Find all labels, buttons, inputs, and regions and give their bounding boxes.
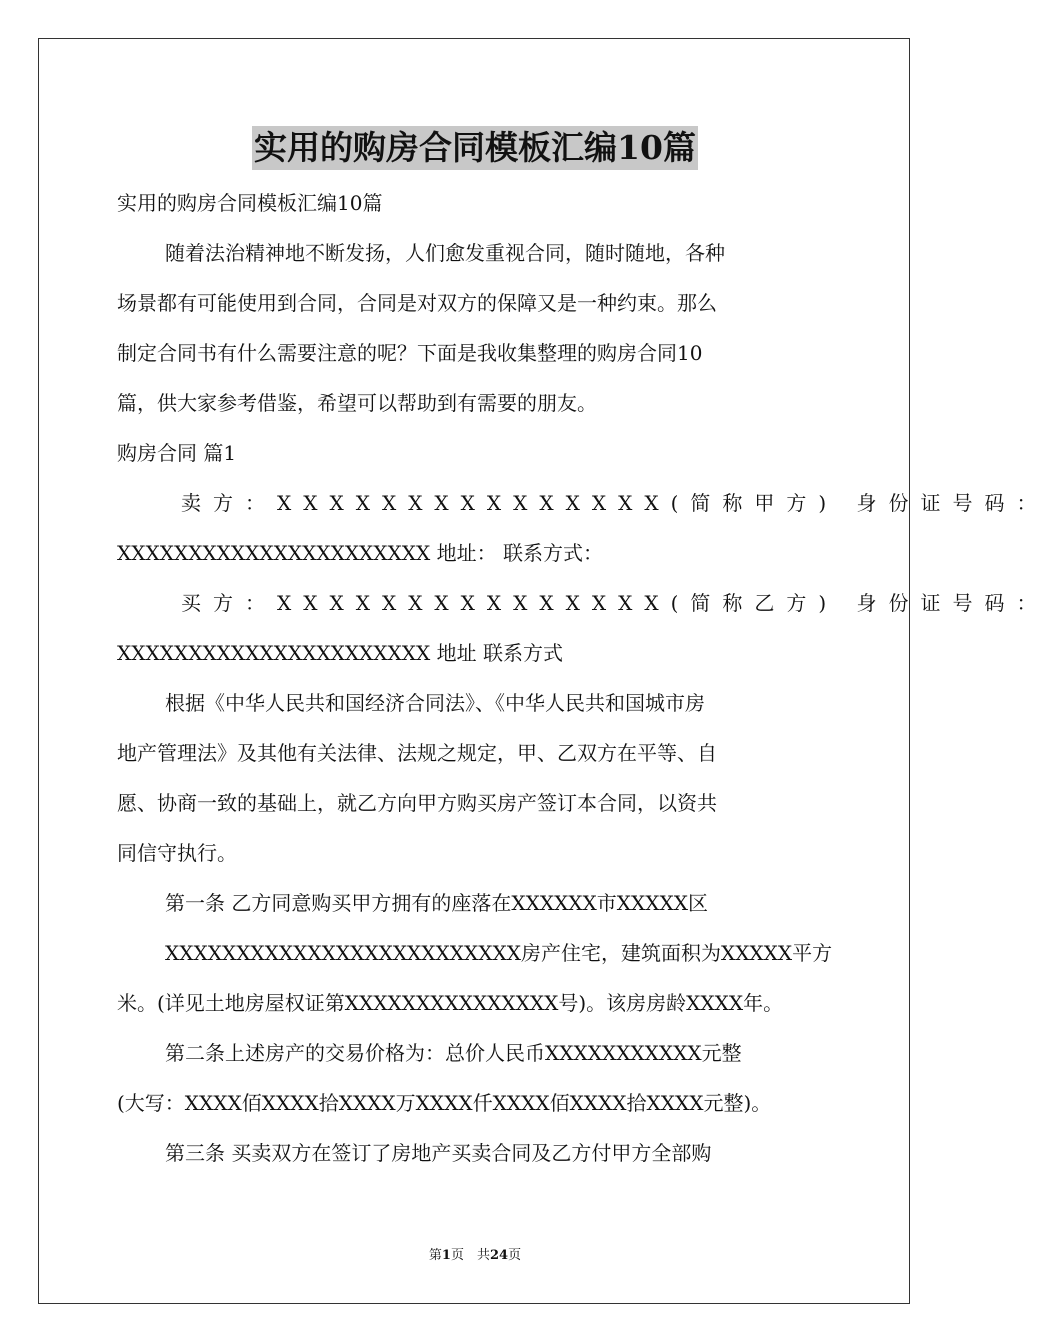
article-line: 第三条 买卖双方在签订了房地产买卖合同及乙方付甲方全部购 — [165, 1141, 712, 1165]
intro-line: 制定合同书有什么需要注意的呢？下面是我收集整理的购房合同10 — [117, 341, 703, 365]
clause-line: 同信守执行。 — [117, 841, 237, 865]
clause-line: 地产管理法》及其他有关法律、法规之规定，甲、乙双方在平等、自 — [117, 741, 717, 765]
clause-line: 根据《中华人民共和国经济合同法》、《中华人民共和国城市房 — [165, 691, 705, 715]
buyer-details-line: XXXXXXXXXXXXXXXXXXXXXX 地址 联系方式 — [117, 641, 563, 665]
page-footer — [0, 1247, 950, 1265]
page-total: 24 — [489, 1248, 509, 1263]
intro-line: 随着法治精神地不断发扬，人们愈发重视合同，随时随地，各种 — [165, 241, 725, 265]
page-prefix: 第 — [428, 1248, 442, 1263]
title-wrap — [0, 126, 950, 170]
seller-details-line: XXXXXXXXXXXXXXXXXXXXXX 地址： 联系方式： — [117, 541, 603, 565]
clause-line: 愿、协商一致的基础上，就乙方向甲方购买房产签订本合同，以资共 — [117, 791, 717, 815]
article-line: (大写：XXXX佰XXXX拾XXXX万XXXX仟XXXX佰XXXX拾XXXX元整)。 — [117, 1091, 772, 1115]
page-mid: 页 共 — [450, 1248, 490, 1263]
article-line: 第二条上述房产的交易价格为：总价人民币XXXXXXXXXXX元整 — [165, 1041, 742, 1065]
article-line: XXXXXXXXXXXXXXXXXXXXXXXXX房产住宅，建筑面积为XXXXX平方 — [165, 941, 833, 965]
article-line: 米。(详见土地房屋权证第XXXXXXXXXXXXXXX号)。该房房龄XXXX年。 — [117, 991, 784, 1015]
document-body — [117, 178, 1049, 1178]
seller-line: 卖方：XXXXXXXXXXXXXXX(简称甲方) 身份证号码： — [181, 491, 1049, 515]
buyer-line: 买方：XXXXXXXXXXXXXXX(简称乙方) 身份证号码： — [181, 591, 1049, 615]
page-suffix: 页 — [508, 1248, 522, 1263]
section-heading: 购房合同 篇1 — [117, 441, 237, 465]
subtitle-line: 实用的购房合同模板汇编10篇 — [117, 191, 383, 215]
intro-line: 篇，供大家参考借鉴，希望可以帮助到有需要的朋友。 — [117, 391, 597, 415]
intro-line: 场景都有可能使用到合同，合同是对双方的保障又是一种约束。那么 — [117, 291, 717, 315]
article-line: 第一条 乙方同意购买甲方拥有的座落在XXXXXX市XXXXX区 — [165, 891, 708, 915]
page-current: 1 — [441, 1248, 451, 1263]
document-title: 实用的购房合同模板汇编10篇 — [252, 126, 698, 170]
